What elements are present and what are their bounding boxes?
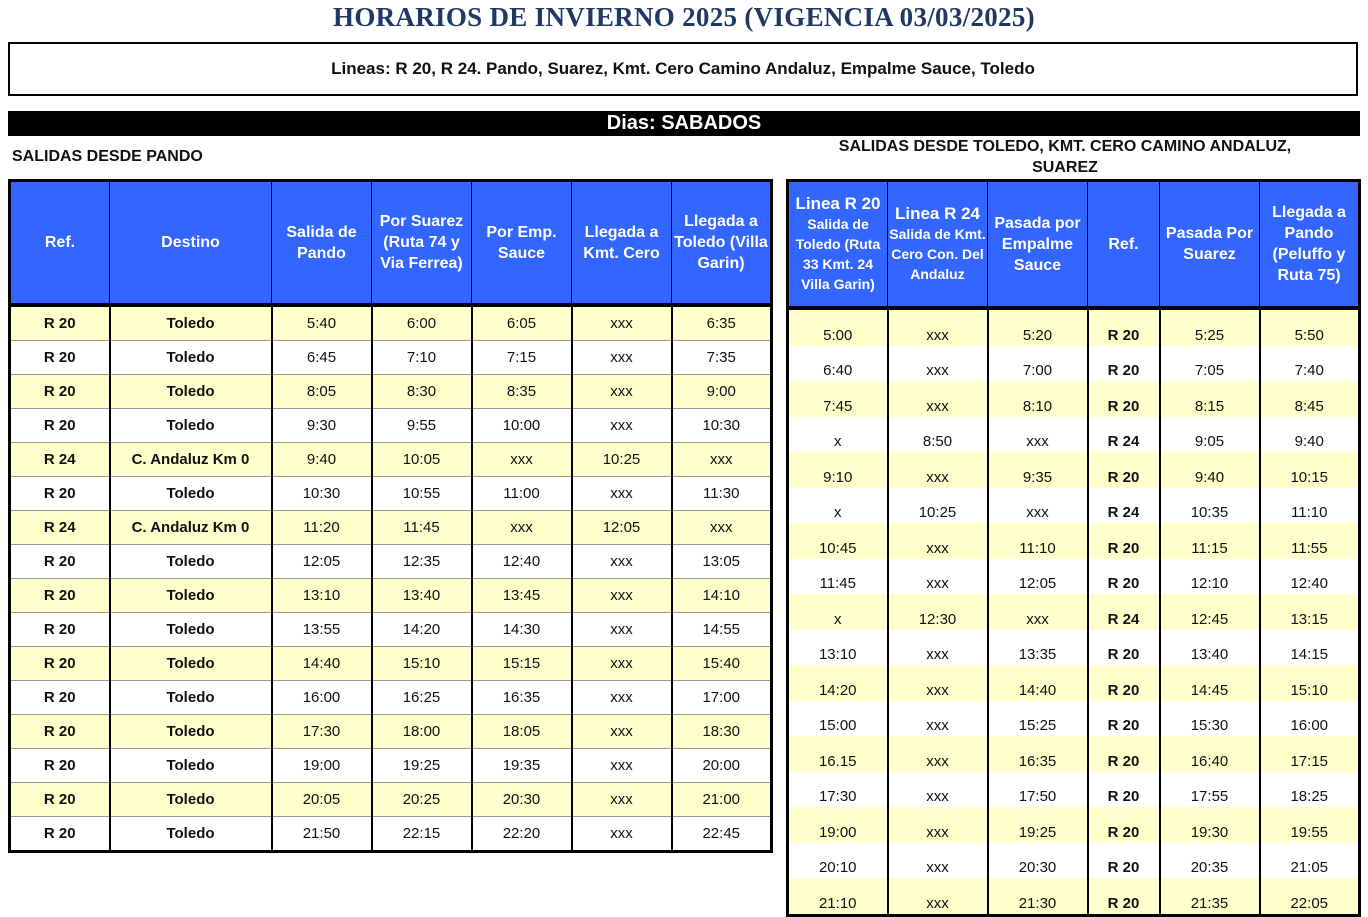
table-cell: 10:45 <box>788 523 888 559</box>
lines-banner <box>8 42 1358 96</box>
table-cell: 12:05 <box>272 545 372 579</box>
table-row <box>788 346 1360 382</box>
table-cell: 10:15 <box>1260 452 1360 488</box>
table-cell: 8:35 <box>472 375 572 409</box>
table-cell: 17:00 <box>672 681 772 715</box>
table-cell: 11:55 <box>1260 523 1360 559</box>
table-cell: Toledo <box>110 409 272 443</box>
table-cell: 22:15 <box>372 817 472 852</box>
table-row <box>788 452 1360 488</box>
table-cell: 17:15 <box>1260 736 1360 772</box>
table-cell: 21:35 <box>1160 878 1260 915</box>
table-cell: R 20 <box>10 477 110 511</box>
table-cell: 19:00 <box>272 749 372 783</box>
table-cell: 16:35 <box>472 681 572 715</box>
col-header-por-suarez: Por Suarez (Ruta 74 y Via Ferrea) <box>372 181 472 306</box>
table-cell: 16:25 <box>372 681 472 715</box>
table-cell: xxx <box>672 511 772 545</box>
table-cell: Toledo <box>110 715 272 749</box>
table-cell: 15:15 <box>472 647 572 681</box>
col-header-ref: Ref. <box>10 181 110 306</box>
table-cell: 14:20 <box>788 665 888 701</box>
table-cell: R 20 <box>10 749 110 783</box>
table-cell: Toledo <box>110 647 272 681</box>
table-cell: xxx <box>572 715 672 749</box>
table-cell: 12:30 <box>888 594 988 630</box>
table-row <box>788 308 1360 346</box>
table-cell: 8:30 <box>372 375 472 409</box>
table-cell: 9:40 <box>1160 452 1260 488</box>
table-cell: xxx <box>888 346 988 382</box>
table-row <box>788 594 1360 630</box>
table-cell: 6:05 <box>472 305 572 341</box>
table-cell: 10:30 <box>672 409 772 443</box>
table-row <box>10 647 772 681</box>
table-cell: Toledo <box>110 545 272 579</box>
table-cell: xxx <box>888 807 988 843</box>
table-cell: 11:20 <box>272 511 372 545</box>
table-cell: 10:35 <box>1160 488 1260 524</box>
table-header-row <box>10 181 772 306</box>
table-cell: xxx <box>572 579 672 613</box>
table-cell: R 20 <box>1088 523 1160 559</box>
table-cell: 12:10 <box>1160 559 1260 595</box>
table-cell: 11:10 <box>1260 488 1360 524</box>
lines-text: Lineas: R 20, R 24. Pando, Suarez, Kmt. Cero Camino Andaluz, Empalme Sauce, Toledo <box>331 59 1035 78</box>
table-cell: 11:45 <box>788 559 888 595</box>
table-cell: 14:45 <box>1160 665 1260 701</box>
table-cell: 6:40 <box>788 346 888 382</box>
table-cell: 7:00 <box>988 346 1088 382</box>
table-cell: 21:00 <box>672 783 772 817</box>
table-cell: xxx <box>572 375 672 409</box>
table-cell: R 24 <box>10 443 110 477</box>
table-cell: Toledo <box>110 749 272 783</box>
table-cell: R 20 <box>10 817 110 852</box>
table-cell: x <box>788 488 888 524</box>
table-cell: 7:40 <box>1260 346 1360 382</box>
right-section-title-line2: SUAREZ <box>1032 159 1098 176</box>
table-row <box>788 381 1360 417</box>
table-cell: 10:00 <box>472 409 572 443</box>
table-row <box>788 701 1360 737</box>
table-cell: Toledo <box>110 681 272 715</box>
table-cell: 14:40 <box>272 647 372 681</box>
table-cell: C. Andaluz Km 0 <box>110 511 272 545</box>
table-cell: 16:00 <box>272 681 372 715</box>
table-row <box>10 341 772 375</box>
table-cell: 11:10 <box>988 523 1088 559</box>
table-cell: 22:05 <box>1260 878 1360 915</box>
table-cell: 19:00 <box>788 807 888 843</box>
table-cell: 16:40 <box>1160 736 1260 772</box>
table-row <box>788 878 1360 915</box>
table-cell: C. Andaluz Km 0 <box>110 443 272 477</box>
table-cell: 15:40 <box>672 647 772 681</box>
col-header-linea-r24-big: Linea R 24 <box>894 204 981 223</box>
table-cell: 6:35 <box>672 305 772 341</box>
table-row <box>788 772 1360 808</box>
table-cell: 16:35 <box>988 736 1088 772</box>
table-cell: 8:05 <box>272 375 372 409</box>
table-row <box>10 409 772 443</box>
table-cell: xxx <box>472 443 572 477</box>
table-cell: xxx <box>572 305 672 341</box>
table-cell: 9:30 <box>272 409 372 443</box>
table-cell: 5:00 <box>788 308 888 346</box>
table-row <box>788 559 1360 595</box>
table-row <box>788 630 1360 666</box>
table-cell: R 20 <box>10 681 110 715</box>
table-cell: 5:20 <box>988 308 1088 346</box>
table-cell: 7:15 <box>472 341 572 375</box>
table-cell: 14:40 <box>988 665 1088 701</box>
col-header-llegada-kmt-cero: Llegada a Kmt. Cero <box>572 181 672 306</box>
table-cell: 8:50 <box>888 417 988 453</box>
table-cell: Toledo <box>110 305 272 341</box>
table-cell: 12:05 <box>572 511 672 545</box>
table-cell: 11:45 <box>372 511 472 545</box>
table-cell: 10:25 <box>572 443 672 477</box>
table-cell: 17:30 <box>788 772 888 808</box>
table-cell: 14:30 <box>472 613 572 647</box>
toledo-departures-table <box>786 179 1361 917</box>
table-cell: 12:35 <box>372 545 472 579</box>
table-cell: 14:10 <box>672 579 772 613</box>
table-cell: 11:00 <box>472 477 572 511</box>
table-cell: 9:40 <box>1260 417 1360 453</box>
table-cell: xxx <box>888 523 988 559</box>
table-header-row <box>788 181 1360 309</box>
table-cell: xxx <box>888 843 988 879</box>
table-cell: 20:30 <box>988 843 1088 879</box>
table-cell: xxx <box>888 452 988 488</box>
table-cell: Toledo <box>110 375 272 409</box>
table-row <box>10 443 772 477</box>
table-cell: 5:50 <box>1260 308 1360 346</box>
table-cell: 10:25 <box>888 488 988 524</box>
table-cell: 18:05 <box>472 715 572 749</box>
table-row <box>10 545 772 579</box>
table-cell: 7:05 <box>1160 346 1260 382</box>
table-cell: 9:40 <box>272 443 372 477</box>
table-cell: 10:05 <box>372 443 472 477</box>
table-cell: R 20 <box>1088 878 1160 915</box>
table-row <box>788 736 1360 772</box>
table-cell: 20:30 <box>472 783 572 817</box>
table-cell: R 20 <box>1088 630 1160 666</box>
table-cell: 20:10 <box>788 843 888 879</box>
table-cell: xxx <box>572 647 672 681</box>
table-cell: R 20 <box>10 613 110 647</box>
table-cell: R 20 <box>10 305 110 341</box>
table-cell: 21:50 <box>272 817 372 852</box>
table-cell: R 20 <box>10 375 110 409</box>
table-row <box>788 523 1360 559</box>
table-cell: 15:30 <box>1160 701 1260 737</box>
col-header-linea-r24-small: Salida de Kmt. Cero Con. Del Andaluz <box>889 226 986 282</box>
table-cell: R 24 <box>10 511 110 545</box>
table-cell: 22:20 <box>472 817 572 852</box>
table-cell: 13:40 <box>1160 630 1260 666</box>
table-cell: R 20 <box>1088 346 1160 382</box>
table-row <box>788 665 1360 701</box>
table-cell: 16:00 <box>1260 701 1360 737</box>
table-row <box>10 511 772 545</box>
table-cell: R 20 <box>10 647 110 681</box>
table-row <box>788 807 1360 843</box>
table-row <box>10 305 772 341</box>
table-cell: R 24 <box>1088 488 1160 524</box>
table-cell: R 20 <box>1088 308 1160 346</box>
table-cell: xxx <box>672 443 772 477</box>
right-section-title-line1: SALIDAS DESDE TOLEDO, KMT. CERO CAMINO ANDALUZ, <box>838 138 1292 155</box>
col-header-pasada-empalme: Pasada por Empalme Sauce <box>988 181 1088 309</box>
table-cell: Toledo <box>110 341 272 375</box>
table-cell: R 20 <box>10 409 110 443</box>
table-cell: xxx <box>572 341 672 375</box>
table-cell: xxx <box>888 559 988 595</box>
col-header-destino: Destino <box>110 181 272 306</box>
table-cell: 5:40 <box>272 305 372 341</box>
table-cell: 7:35 <box>672 341 772 375</box>
table-cell: xxx <box>888 701 988 737</box>
table-cell: R 20 <box>1088 701 1160 737</box>
table-cell: 17:55 <box>1160 772 1260 808</box>
table-cell: xxx <box>572 409 672 443</box>
table-cell: xxx <box>572 545 672 579</box>
table-cell: 14:20 <box>372 613 472 647</box>
table-cell: 17:50 <box>988 772 1088 808</box>
table-row <box>788 417 1360 453</box>
table-row <box>10 715 772 749</box>
table-cell: R 20 <box>1088 736 1160 772</box>
table-cell: 14:55 <box>672 613 772 647</box>
table-cell: 7:10 <box>372 341 472 375</box>
table-cell: 14:15 <box>1260 630 1360 666</box>
table-row <box>10 579 772 613</box>
table-cell: 18:30 <box>672 715 772 749</box>
table-cell: 7:45 <box>788 381 888 417</box>
right-section-title <box>790 136 1340 178</box>
table-cell: 6:45 <box>272 341 372 375</box>
col-header-por-emp-sauce: Por Emp. Sauce <box>472 181 572 306</box>
table-cell: 19:30 <box>1160 807 1260 843</box>
table-cell: 13:10 <box>272 579 372 613</box>
table-cell: xxx <box>572 749 672 783</box>
table-cell: Toledo <box>110 579 272 613</box>
table-cell: R 20 <box>1088 452 1160 488</box>
table-cell: 15:25 <box>988 701 1088 737</box>
table-cell: 20:05 <box>272 783 372 817</box>
table-cell: xxx <box>988 488 1088 524</box>
table-cell: 9:55 <box>372 409 472 443</box>
table-cell: xxx <box>572 681 672 715</box>
table-cell: 16.15 <box>788 736 888 772</box>
table-cell: xxx <box>888 630 988 666</box>
table-cell: 21:10 <box>788 878 888 915</box>
table-cell: R 20 <box>1088 807 1160 843</box>
table-cell: xxx <box>888 381 988 417</box>
table-cell: R 24 <box>1088 417 1160 453</box>
table-cell: Toledo <box>110 613 272 647</box>
table-cell: xxx <box>888 878 988 915</box>
table-cell: xxx <box>888 736 988 772</box>
table-cell: Toledo <box>110 477 272 511</box>
table-cell: 17:30 <box>272 715 372 749</box>
table-row <box>10 681 772 715</box>
table-row <box>788 843 1360 879</box>
col-header-llegada-toledo: Llegada a Toledo (Villa Garin) <box>672 181 772 306</box>
table-cell: 22:45 <box>672 817 772 852</box>
table-cell: 6:00 <box>372 305 472 341</box>
table-cell: 21:30 <box>988 878 1088 915</box>
col-header-linea-r20 <box>788 181 888 309</box>
table-cell: 13:40 <box>372 579 472 613</box>
table-cell: 13:05 <box>672 545 772 579</box>
table-cell: 20:25 <box>372 783 472 817</box>
table-cell: 13:35 <box>988 630 1088 666</box>
table-cell: R 20 <box>1088 843 1160 879</box>
table-cell: 19:35 <box>472 749 572 783</box>
table-cell: 13:45 <box>472 579 572 613</box>
table-cell: xxx <box>572 817 672 852</box>
table-cell: 8:45 <box>1260 381 1360 417</box>
page-title: HORARIOS DE INVIERNO 2025 (VIGENCIA 03/03/2025) <box>333 2 1035 32</box>
table-cell: 18:25 <box>1260 772 1360 808</box>
col-header-ref: Ref. <box>1088 181 1160 309</box>
col-header-linea-r20-big: Linea R 20 <box>795 194 881 213</box>
table-cell: Toledo <box>110 783 272 817</box>
table-cell: 5:25 <box>1160 308 1260 346</box>
table-cell: xxx <box>888 665 988 701</box>
table-cell: R 20 <box>1088 559 1160 595</box>
col-header-llegada-pando: Llegada a Pando (Peluffo y Ruta 75) <box>1260 181 1360 309</box>
table-row <box>10 375 772 409</box>
table-cell: 19:25 <box>988 807 1088 843</box>
col-header-linea-r20-small: Salida de Toledo (Ruta 33 Kmt. 24 Villa Garin) <box>795 216 881 292</box>
pando-departures-table <box>8 179 773 853</box>
table-row <box>10 749 772 783</box>
col-header-pasada-suarez: Pasada Por Suarez <box>1160 181 1260 309</box>
table-cell: 13:10 <box>788 630 888 666</box>
table-row <box>788 488 1360 524</box>
table-cell: 8:15 <box>1160 381 1260 417</box>
days-bar: Dias: SABADOS <box>8 111 1360 136</box>
table-cell: 9:00 <box>672 375 772 409</box>
table-cell: 19:25 <box>372 749 472 783</box>
table-cell: R 20 <box>10 341 110 375</box>
table-cell: xxx <box>888 308 988 346</box>
table-cell: 10:55 <box>372 477 472 511</box>
table-cell: R 20 <box>1088 772 1160 808</box>
col-header-salida-pando: Salida de Pando <box>272 181 372 306</box>
table-cell: 12:45 <box>1160 594 1260 630</box>
table-cell: 12:05 <box>988 559 1088 595</box>
table-cell: xxx <box>988 594 1088 630</box>
col-header-linea-r24 <box>888 181 988 309</box>
table-cell: 12:40 <box>1260 559 1360 595</box>
table-cell: R 20 <box>10 579 110 613</box>
table-cell: R 20 <box>1088 381 1160 417</box>
table-cell: R 20 <box>1088 665 1160 701</box>
table-cell: xxx <box>572 783 672 817</box>
table-cell: 11:15 <box>1160 523 1260 559</box>
table-cell: x <box>788 594 888 630</box>
table-cell: xxx <box>888 772 988 808</box>
table-cell: x <box>788 417 888 453</box>
table-cell: R 20 <box>10 545 110 579</box>
table-cell: 9:05 <box>1160 417 1260 453</box>
table-cell: 13:55 <box>272 613 372 647</box>
table-cell: 12:40 <box>472 545 572 579</box>
table-cell: 9:35 <box>988 452 1088 488</box>
table-cell: xxx <box>572 613 672 647</box>
table-row <box>10 783 772 817</box>
table-cell: Toledo <box>110 817 272 852</box>
table-cell: 20:00 <box>672 749 772 783</box>
table-cell: R 20 <box>10 715 110 749</box>
table-cell: 11:30 <box>672 477 772 511</box>
table-cell: 15:10 <box>1260 665 1360 701</box>
table-cell: 18:00 <box>372 715 472 749</box>
table-cell: 13:15 <box>1260 594 1360 630</box>
table-cell: 15:00 <box>788 701 888 737</box>
table-cell: R 20 <box>10 783 110 817</box>
table-cell: R 24 <box>1088 594 1160 630</box>
table-cell: 8:10 <box>988 381 1088 417</box>
left-section-title: SALIDAS DESDE PANDO <box>12 148 203 165</box>
table-cell: xxx <box>572 477 672 511</box>
table-row <box>10 477 772 511</box>
table-cell: xxx <box>988 417 1088 453</box>
table-cell: 19:55 <box>1260 807 1360 843</box>
table-cell: 9:10 <box>788 452 888 488</box>
table-cell: 10:30 <box>272 477 372 511</box>
table-cell: xxx <box>472 511 572 545</box>
table-cell: 15:10 <box>372 647 472 681</box>
table-cell: 20:35 <box>1160 843 1260 879</box>
table-row <box>10 613 772 647</box>
table-cell: 21:05 <box>1260 843 1360 879</box>
table-row <box>10 817 772 852</box>
